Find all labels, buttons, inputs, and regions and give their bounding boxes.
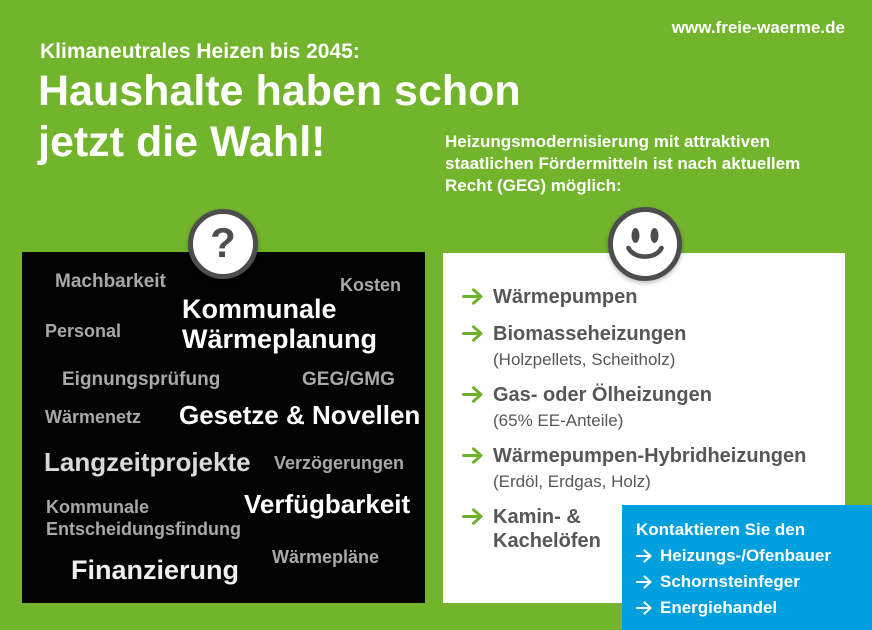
intro-text	[445, 131, 800, 197]
contact-title: Kontaktieren Sie den	[636, 520, 806, 539]
website-link[interactable]: www.freie-waerme.de	[671, 18, 845, 37]
cloud-word: Kommunale Entscheidungsfindung	[46, 497, 241, 539]
challenges-panel	[22, 252, 425, 603]
intro-line: Heizungsmodernisierung mit attraktiven	[445, 132, 770, 151]
list-item	[462, 322, 686, 370]
kicker: Klimaneutrales Heizen bis 2045:	[40, 40, 360, 63]
contact-item-label: Energiehandel	[660, 598, 778, 617]
contact-item-label: Schornsteinfeger	[660, 572, 800, 591]
arrow-right-icon	[462, 288, 484, 305]
arrow-right-icon	[462, 325, 484, 342]
option-label: Wärmepumpen-Hybridheizungen	[493, 445, 807, 467]
cloud-word: Wärmepläne	[272, 547, 380, 567]
arrow-right-icon	[636, 549, 653, 563]
arrow-right-icon	[462, 508, 484, 525]
question-mark-icon	[188, 209, 258, 279]
option-label: Biomasseheizungen	[493, 323, 687, 345]
arrow-right-icon	[636, 575, 653, 589]
smiley-face	[613, 212, 677, 276]
cloud-word: Eignungsprüfung	[62, 369, 221, 390]
cloud-word: Finanzierung	[71, 555, 239, 585]
contact-item	[636, 598, 866, 618]
option-note: (Holzpellets, Scheitholz)	[493, 350, 676, 369]
question-glyph: ?	[210, 218, 236, 266]
option-label: Kamin- & Kachelöfen	[493, 506, 601, 552]
list-item	[462, 505, 625, 557]
contact-box	[622, 505, 872, 630]
cloud-word: Machbarkeit	[55, 271, 166, 292]
cloud-word: Kosten	[340, 275, 402, 295]
cloud-word: Langzeitprojekte	[44, 447, 251, 477]
intro-line: staatlichen Fördermitteln ist nach aktuellem	[445, 154, 801, 173]
option-note: (65% EE-Anteile)	[493, 411, 624, 430]
contact-item	[636, 546, 866, 566]
cloud-word: Gesetze & Novellen	[179, 400, 421, 430]
title-line-2: jetzt die Wahl!	[38, 118, 326, 166]
contact-item-label: Heizungs-/Ofenbauer	[660, 546, 831, 565]
option-label: Wärmepumpen	[493, 286, 638, 308]
contact-item	[636, 572, 866, 592]
cloud-word: Personal	[45, 321, 122, 341]
option-note: (Erdöl, Erdgas, Holz)	[493, 472, 651, 491]
intro-line: Recht (GEG) möglich:	[445, 176, 622, 195]
list-item	[462, 285, 637, 313]
cloud-word: Kommunale Wärmeplanung	[182, 294, 378, 354]
option-label: Gas- oder Ölheizungen	[493, 384, 712, 406]
arrow-right-icon	[636, 601, 653, 615]
cloud-word: Verzögerungen	[274, 453, 405, 473]
list-item	[462, 444, 806, 492]
list-item	[462, 383, 712, 431]
cloud-word: GEG/GMG	[302, 369, 395, 390]
title-line-1: Haushalte haben schon	[38, 67, 521, 115]
arrow-right-icon	[462, 386, 484, 403]
cloud-word: Verfügbarkeit	[244, 489, 411, 519]
cloud-word: Wärmenetz	[45, 407, 142, 427]
arrow-right-icon	[462, 447, 484, 464]
smiley-icon	[608, 207, 682, 281]
